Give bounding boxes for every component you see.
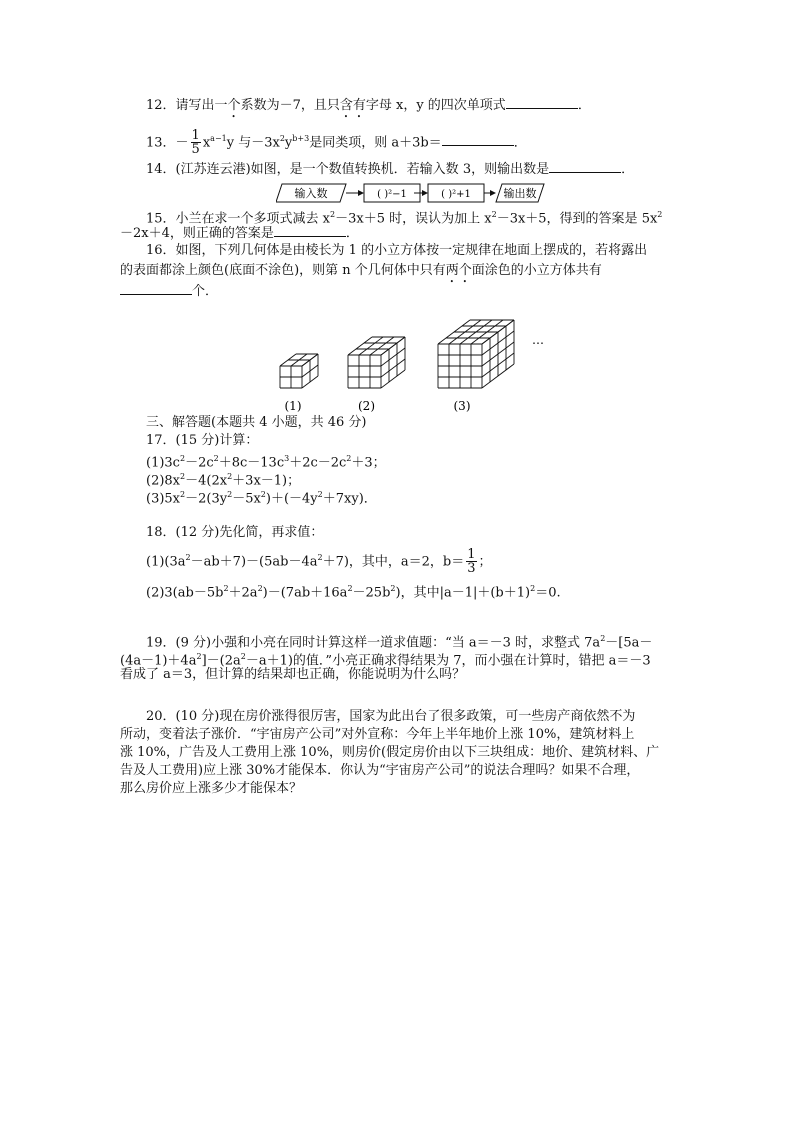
q18-p2s1: 2 xyxy=(223,584,229,593)
flow-svg xyxy=(276,182,546,204)
question-20-line-2 xyxy=(120,726,634,744)
q16-line3: 个． xyxy=(192,284,219,299)
question-15-line-2 xyxy=(120,224,359,243)
q17-p2s1: 2 xyxy=(180,472,186,481)
q13-frac-num: 1 xyxy=(191,128,200,144)
q13-answer-blank[interactable] xyxy=(442,133,514,146)
q17-p2a: (2)8x xyxy=(146,473,181,489)
arrow-2-head xyxy=(422,190,428,196)
q18-frac-den: 3 xyxy=(467,561,476,577)
q13-exp-1: a−1 xyxy=(210,134,227,143)
q18-p2s5: 2 xyxy=(530,584,536,593)
q17-p3c: －5x xyxy=(232,491,261,507)
q20-l2: 所动，变着法子涨价．“宇宙房产公司”对外宣称：今年上半年地价上涨 10%，建筑材料上 xyxy=(120,727,635,742)
cubes-svg xyxy=(270,296,550,416)
q17-p2c: ＋3x－1)； xyxy=(232,473,301,489)
q12-text-c: 字母 x，y 的四次单项式 xyxy=(365,98,506,113)
arrow-1-head xyxy=(358,190,364,196)
question-13 xyxy=(146,126,527,156)
question-17-title xyxy=(146,432,258,450)
q19-l2s2: 2 xyxy=(240,652,246,661)
cube2-side-diag xyxy=(381,337,405,355)
q18-fraction xyxy=(466,548,476,575)
q17-p3s3: 2 xyxy=(260,490,266,499)
q18-p2c: )－(7ab＋16a xyxy=(262,585,348,601)
q17-p1s3: 3 xyxy=(284,454,290,463)
q15-sup-3: 2 xyxy=(657,210,663,219)
q15-sup-2: 2 xyxy=(491,210,497,219)
q18-p1c: ＋7)，其中，a＝2，b＝ xyxy=(322,554,465,570)
q13-frac-den: 5 xyxy=(191,142,200,158)
q12-emph-1: 个 xyxy=(227,98,241,113)
question-16-line-1 xyxy=(146,242,647,260)
q17-p3e: ＋7xy)． xyxy=(322,491,377,507)
q20-l5: 那么房价应上涨多少才能保本？ xyxy=(120,781,303,796)
q19-l3: 看成了 a＝3，但计算的结果却也正确，你能说明为什么吗？ xyxy=(120,667,466,682)
flow-output-label: 输出数 xyxy=(503,187,537,200)
q18-p1b: －ab＋7)－(5ab－4a xyxy=(190,554,318,570)
q18-p2s4: 2 xyxy=(390,584,396,593)
q13-y: y xyxy=(284,135,293,151)
q13-exp-3: b+3 xyxy=(292,134,310,143)
q18-frac-num: 1 xyxy=(467,547,476,563)
q17-p3a: (3)5x xyxy=(146,491,181,507)
question-20-line-5 xyxy=(120,780,302,798)
cube-figure-label: (2) xyxy=(358,399,375,413)
q16-line1: 16．如图，下列几何体是由棱长为 1 的小立方体按一定规律在地面上摆成的，若将露出 xyxy=(146,243,648,258)
q19-l1a: 19．(9 分)小强和小亮在同时计算这样一道求值题：“当 a＝－3 时，求整式 7a xyxy=(146,635,601,651)
q19-l2a: (4a－1)＋4a xyxy=(120,653,197,669)
figure-ellipsis: … xyxy=(532,333,544,347)
q13-period: ． xyxy=(513,135,527,151)
q12-emph-2: 含有 xyxy=(339,98,366,113)
q15-answer-blank[interactable] xyxy=(274,224,346,237)
q18-p1s2: 2 xyxy=(317,553,323,562)
cube2-top-diag xyxy=(370,337,394,355)
flow-box2-label: ( )²+1 xyxy=(441,189,471,200)
cube-figures xyxy=(270,296,550,416)
q17-p2b: －4(2x xyxy=(185,473,228,489)
q17-p1c: ＋8c－13c xyxy=(218,455,285,471)
flow-input-label: 输入数 xyxy=(294,187,328,200)
q12-text-a: 12．请写出一 xyxy=(146,98,228,113)
question-18-part-2 xyxy=(146,580,561,602)
q19-l1s: 2 xyxy=(600,634,606,643)
q13-fraction xyxy=(191,129,201,156)
question-20-line-3 xyxy=(120,744,659,762)
q16-line2a: 的表面都涂上颜色(底面不涂色)，则第 n 个几何体中只有 xyxy=(120,263,446,278)
cube2-side-diag xyxy=(381,348,405,366)
q17-p3b: －2(3y xyxy=(185,491,228,507)
q14-text: 14．(江苏连云港)如图，是一个数值转换机．若输入数 3，则输出数是 xyxy=(146,162,550,177)
q17-p3d: )＋(－4y xyxy=(265,491,318,507)
q18-p2s2: 2 xyxy=(257,584,263,593)
q17-p1d: ＋2c－2c xyxy=(289,455,347,471)
section3-text: 三、解答题(本题共 4 小题，共 46 分) xyxy=(146,415,367,430)
question-20-line-4 xyxy=(120,762,639,780)
q15-a: 15．小兰在求一个多项式减去 x xyxy=(146,211,331,227)
q19-l2s1: 2 xyxy=(196,652,202,661)
q19-l2b: ]－(2a xyxy=(201,653,241,669)
q17-p1s4: 2 xyxy=(346,454,352,463)
cube-figure-label: (1) xyxy=(284,399,302,413)
question-12 xyxy=(146,96,591,121)
cube2-top-diag xyxy=(348,337,372,355)
q20-l4: 告及人工费用)应上涨 30%才能保本．你认为“宇宙房产公司”的说法合理吗？如果不合理， xyxy=(120,763,640,778)
q18-title: 18．(12 分)先化简，再求值： xyxy=(146,525,324,540)
q17-p1s2: 2 xyxy=(213,454,219,463)
q19-l1b: －[5a－ xyxy=(605,635,653,651)
q20-l3: 涨 10%，广告及人工费用上涨 10%，则房价(假定房价由以下三块组成：地价、建筑材料、广 xyxy=(120,745,660,760)
conversion-machine-diagram xyxy=(276,182,546,204)
cube-figure-label: (3) xyxy=(453,399,471,413)
q17-p1s1: 2 xyxy=(179,454,186,463)
question-14 xyxy=(146,160,634,179)
q18-p2e: )，其中|a－1|＋(b＋1) xyxy=(395,585,531,601)
cube2-side-diag xyxy=(381,370,405,388)
q18-p2d: －25b xyxy=(352,585,391,601)
q16-line2b: 面涂色的小立方体共有 xyxy=(471,263,602,278)
q12-answer-blank[interactable] xyxy=(506,96,578,109)
q15-b: －3x＋5 时，误认为加上 x xyxy=(335,211,492,227)
q17-p3s2: 2 xyxy=(227,490,233,499)
question-20-line-1 xyxy=(146,708,635,726)
q18-p2b: ＋2a xyxy=(228,585,258,601)
q13-post: 是同类项，则 a＋3b＝ xyxy=(309,135,442,151)
q18-p2s3: 2 xyxy=(347,584,353,593)
question-17-part-3 xyxy=(146,486,377,508)
q13-mid: y 与－3x xyxy=(226,135,280,151)
question-18-title xyxy=(146,524,323,542)
q15-line2-text: －2x＋4，则正确的答案是 xyxy=(120,226,274,241)
q17-title: 17．(15 分)计算： xyxy=(146,433,259,448)
q14-period: ． xyxy=(621,162,635,177)
q16-emph: 两个 xyxy=(445,263,472,278)
q19-l2c: －a＋1)的值．”小亮正确求得结果为 7，而小强在计算时，错把 a＝－3 xyxy=(245,653,651,669)
cube2-side-diag xyxy=(381,359,405,377)
q18-p1d: ； xyxy=(478,554,492,570)
flow-box1-label: ( )²−1 xyxy=(377,189,407,200)
q15-period: ． xyxy=(345,226,359,241)
cube2-top-diag xyxy=(359,337,383,355)
q17-p1b: －2c xyxy=(185,455,214,471)
arrow-3-head xyxy=(490,190,496,196)
q13-exp-2: 2 xyxy=(279,134,285,143)
section-3-heading xyxy=(146,414,367,432)
q17-p1e: ＋3； xyxy=(351,455,386,471)
q16-answer-blank[interactable] xyxy=(120,282,192,295)
q17-p2s2: 2 xyxy=(227,472,233,481)
q15-sup-1: 2 xyxy=(330,210,336,219)
q13-number: 13．－ xyxy=(146,135,189,151)
q15-c: －3x＋5，得到的答案是 5x xyxy=(496,211,658,227)
q20-l1: 20．(10 分)现在房价涨得很厉害，国家为此出台了很多政策，可一些房产商依然不为 xyxy=(146,709,636,724)
q18-p2a: (2)3(ab－5b xyxy=(146,585,224,601)
q18-p1a: (1)(3a xyxy=(146,554,186,570)
q18-p1s1: 2 xyxy=(185,553,191,562)
q17-p3s1: 2 xyxy=(180,490,186,499)
q17-p3s4: 2 xyxy=(317,490,323,499)
q13-x: x xyxy=(202,135,211,151)
q17-p1a: (1)3c xyxy=(146,455,180,471)
q12-text-b: 系数为－7，且只 xyxy=(240,98,340,113)
q12-period: ． xyxy=(577,98,591,113)
question-19-line-3 xyxy=(120,666,465,684)
question-18-part-1 xyxy=(146,542,492,578)
question-16-line-3 xyxy=(120,282,218,301)
q14-answer-blank[interactable] xyxy=(549,160,621,173)
q18-p2f: ＝0. xyxy=(535,585,561,601)
